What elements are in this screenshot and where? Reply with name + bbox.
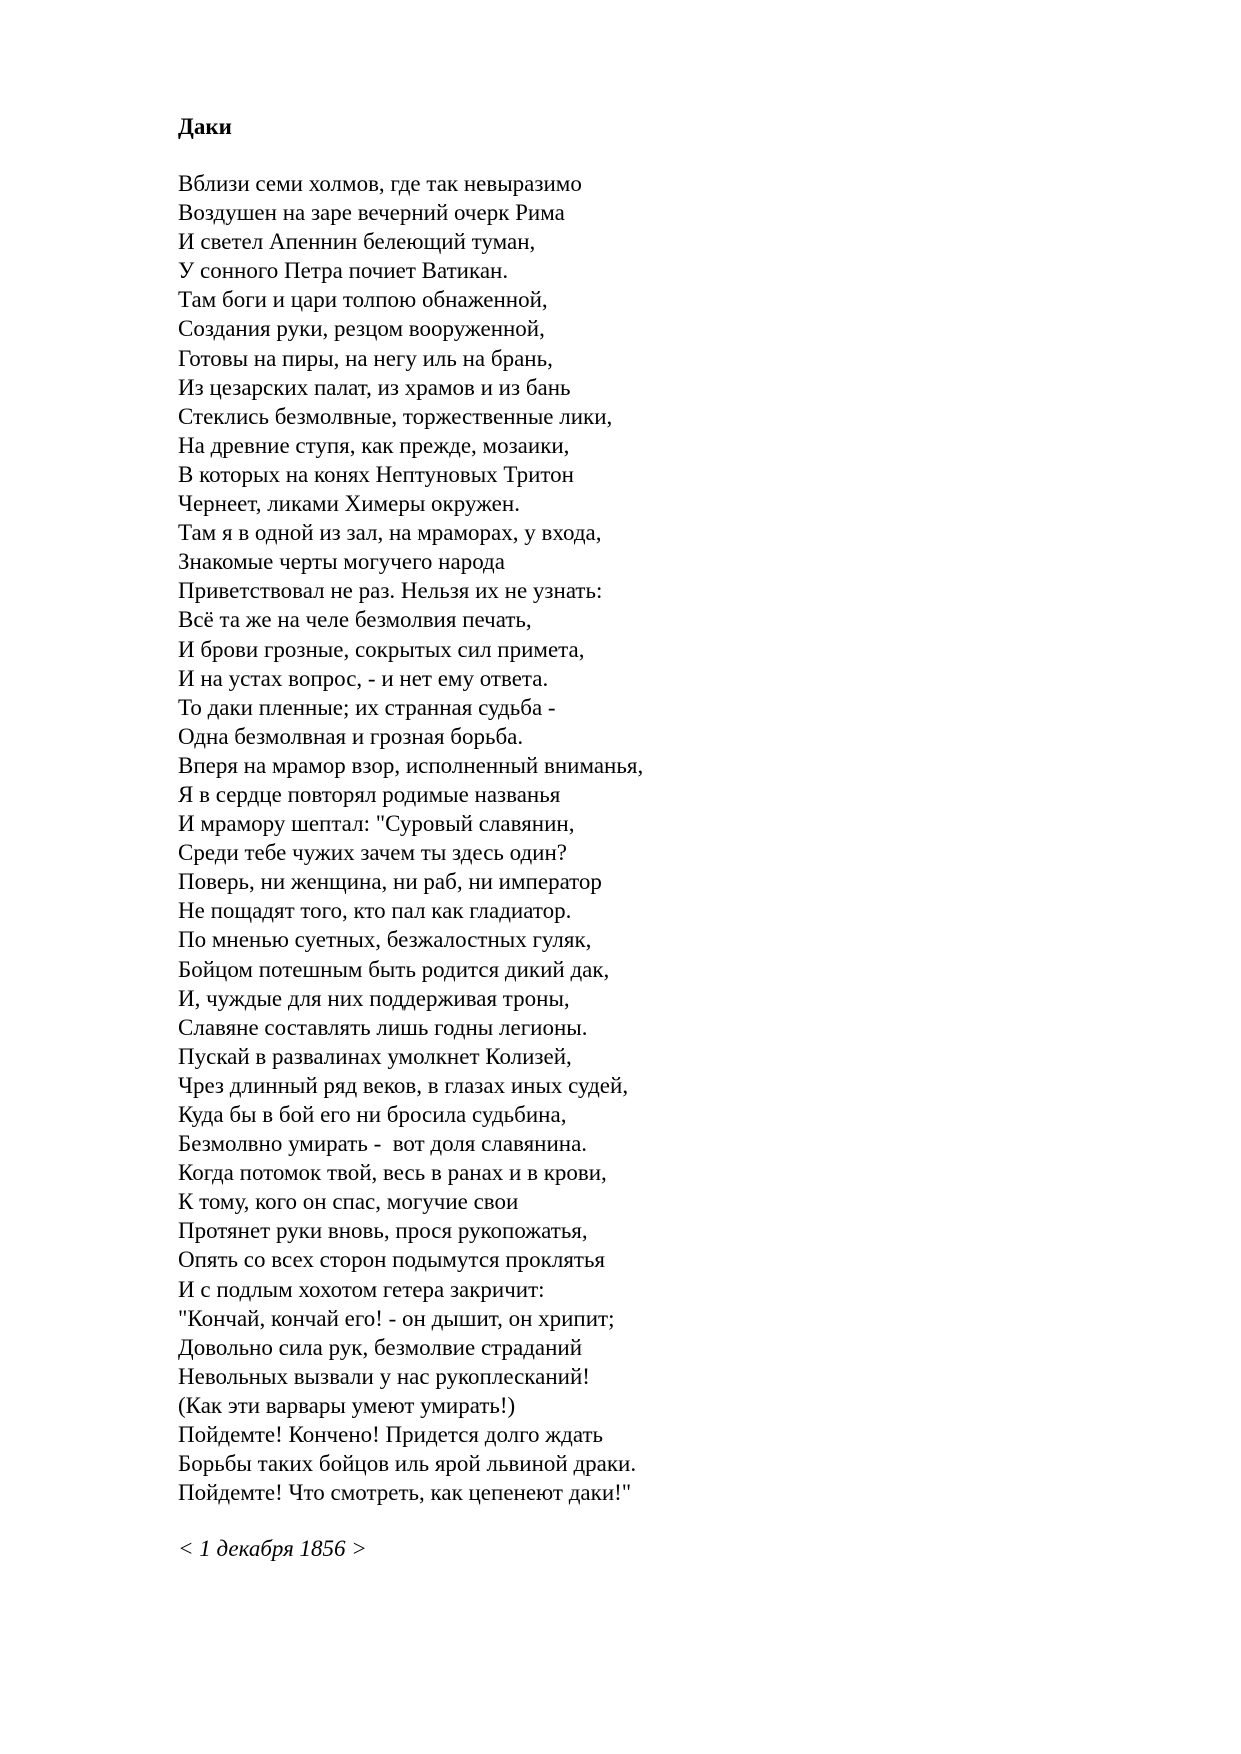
poem-line: Безмолвно умирать - вот доля славянина.: [178, 1131, 588, 1157]
poem-line: То даки пленные; их странная судьба -: [178, 694, 556, 720]
poem-line: Опять со всех сторон подымутся проклятья: [178, 1247, 606, 1273]
poem-body: [178, 169, 1178, 1507]
poem-line: К тому, кого он спас, могучие свои: [178, 1189, 519, 1215]
poem-line: Готовы на пиры, на негу иль на брань,: [178, 345, 553, 371]
poem-line: Вблизи семи холмов, где так невыразимо: [178, 171, 582, 196]
poem-line: Пускай в развалинах умолкнет Колизей,: [178, 1043, 572, 1069]
poem-line: Довольно сила рук, безмолвие страданий: [178, 1334, 583, 1360]
poem-line: "Кончай, кончай его! - он дышит, он хрипит;: [178, 1305, 615, 1331]
poem-title: Даки: [178, 114, 232, 139]
poem-line: Борьбы таких бойцов иль ярой львиной драки.: [178, 1451, 637, 1477]
poem-line: У сонного Петра почиет Ватикан.: [178, 258, 509, 284]
poem-line: Не пощадят того, кто пал как гладиатор.: [178, 898, 572, 924]
poem-line: На древние ступя, как прежде, мозаики,: [178, 432, 570, 458]
poem-line: И светел Апеннин белеющий туман,: [178, 229, 536, 255]
poem-line: Славяне составлять лишь годны легионы.: [178, 1014, 588, 1040]
poem-line: Пойдемте! Что смотреть, как цепенеют даки!": [178, 1480, 632, 1506]
poem-line: Бойцом потешным быть родится дикий дак,: [178, 956, 610, 982]
poem-line: Из цезарских палат, из храмов и из бань: [178, 374, 571, 400]
poem-line: Вперя на мрамор взор, исполненный вниманья,: [178, 752, 644, 778]
poem-line: Стеклись безмолвные, торжественные лики,: [178, 403, 613, 429]
poem-line: Среди тебе чужих зачем ты здесь один?: [178, 840, 568, 866]
poem-line: (Как эти варвары умеют умирать!): [178, 1392, 516, 1418]
poem-date: < 1 декабря 1856 >: [178, 1536, 367, 1562]
poem-line: Я в сердце повторял родимые названья: [178, 781, 561, 807]
poem-line: И на устах вопрос, - и нет ему ответа.: [178, 665, 549, 691]
poem-line: И мрамору шептал: "Суровый славянин,: [178, 811, 575, 837]
poem-line: Куда бы в бой его ни бросила судьбина,: [178, 1102, 567, 1127]
poem-line: Чернеет, ликами Химеры окружен.: [178, 491, 520, 517]
poem-line: Пойдемте! Кончено! Придется долго ждать: [178, 1422, 603, 1448]
poem-line: Там боги и цари толпою обнаженной,: [178, 287, 548, 313]
poem-line: И, чуждые для них поддерживая троны,: [178, 985, 570, 1011]
poem-line: Знакомые черты могучего народа: [178, 549, 505, 575]
poem-line: Там я в одной из зал, на мраморах, у входа,: [178, 520, 602, 546]
poem-line: Протянет руки вновь, прося рукопожатья,: [178, 1218, 588, 1244]
poem-line: Когда потомок твой, весь в ранах и в крови,: [178, 1160, 607, 1186]
poem-line: Невольных вызвали у нас рукоплесканий!: [178, 1363, 590, 1389]
poem-line: Воздушен на заре вечерний очерк Рима: [178, 200, 565, 226]
poem-line: Чрез длинный ряд веков, в глазах иных судей,: [178, 1072, 629, 1098]
poem-line: В которых на конях Нептуновых Тритон: [178, 461, 574, 487]
poem-line: По мненью суетных, безжалостных гуляк,: [178, 927, 592, 953]
poem-line: И с подлым хохотом гетера закричит:: [178, 1276, 545, 1302]
poem-line: Создания руки, резцом вооруженной,: [178, 316, 545, 342]
poem-line: Всё та же на челе безмолвия печать,: [178, 607, 532, 633]
poem-line: Приветствовал не раз. Нельзя их не узнать:: [178, 578, 603, 604]
poem-line: Одна безмолвная и грозная борьба.: [178, 723, 524, 749]
document-page: [178, 112, 1178, 1563]
poem-line: Поверь, ни женщина, ни раб, ни император: [178, 869, 602, 895]
poem-line: И брови грозные, сокрытых сил примета,: [178, 636, 585, 662]
